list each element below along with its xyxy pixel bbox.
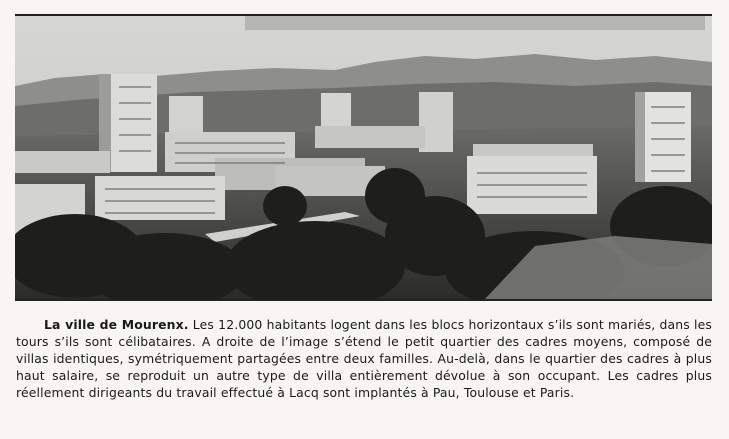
caption-title: La ville de Mourenx. — [44, 317, 189, 332]
block-far-left — [15, 151, 110, 173]
caption-body: Les 12.000 habitants logent dans les blocs horizontaux s’ils sont mariés, dans les tours s’ils sont célibataires. A droite de l’image s’étend le petit quartier des cadres moyens, composé de villas identiques, symétriquement partagées entre deux familles. Au-delà, dans le quartier des cadres à plus haut salaire, se reproduit un autre type de villa entièrement dévolue à son occupant. Les cadres plus réellement dirigeants du travail effectué à Lacq sont implantés à Pau, Toulouse et Paris. — [16, 317, 712, 400]
block-back — [315, 126, 425, 148]
town-photo — [15, 14, 712, 301]
photo-caption — [16, 316, 712, 401]
caption-paragraph — [16, 316, 712, 401]
photo-illustration — [15, 16, 712, 299]
scan-band — [245, 16, 705, 30]
